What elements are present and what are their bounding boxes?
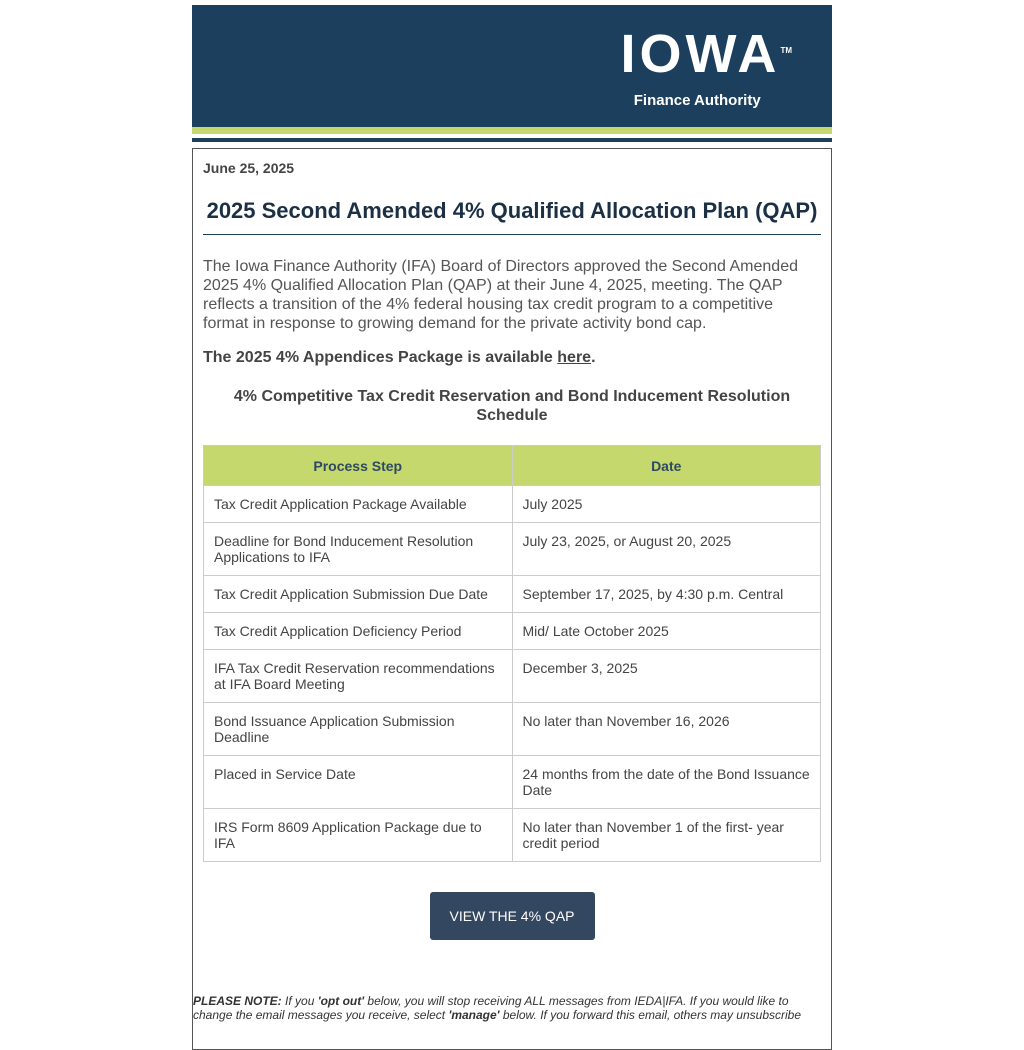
date: June 25, 2025 (203, 160, 295, 176)
process-step-cell: Bond Issuance Application Submission Deadline (204, 703, 513, 756)
table-row (204, 486, 821, 523)
logo-word: IOWA (620, 24, 781, 84)
page-title: 2025 Second Amended 4% Qualified Allocation Plan (QAP) (203, 198, 821, 235)
header-banner (192, 5, 832, 127)
process-step-cell: Tax Credit Application Submission Due Date (204, 576, 513, 613)
footer-note (193, 994, 823, 1022)
process-step-cell: IRS Form 8609 Application Package due to IFA (204, 809, 513, 862)
header-date: Date (512, 446, 821, 486)
date-cell: No later than November 16, 2026 (512, 703, 821, 756)
table-row (204, 650, 821, 703)
process-step-cell: Tax Credit Application Deficiency Period (204, 613, 513, 650)
process-step-cell: Tax Credit Application Package Available (204, 486, 513, 523)
note-manage: 'manage' (448, 1008, 500, 1022)
navy-stripe (192, 138, 832, 142)
logo-subtitle: Finance Authority (633, 92, 761, 109)
date-cell: No later than November 1 of the first- year credit period (512, 809, 821, 862)
view-qap-button[interactable]: VIEW THE 4% QAP (430, 892, 595, 940)
note-text: below, you will stop receiving ALL messages from IEDA|IFA. If you would like to change the email messages you receive, select (193, 994, 789, 1022)
table-row (204, 756, 821, 809)
date-cell: July 23, 2025, or August 20, 2025 (512, 523, 821, 576)
logo-tm: TM (780, 46, 792, 55)
process-step-cell: Placed in Service Date (204, 756, 513, 809)
appendices-text: The 2025 4% Appendices Package is available (203, 349, 558, 366)
date-cell: December 3, 2025 (512, 650, 821, 703)
appendices-end: . (591, 349, 596, 366)
intro-paragraph: The Iowa Finance Authority (IFA) Board of Directors approved the Second Amended 2025 4% Qualified Allocation Plan (QAP) at their June 4, 2025, meeting. The QAP reflects a transition of the 4% federal housing tax credit program to a competitive format in response to growing demand for the private activity bond cap. (203, 258, 798, 332)
iowa-finance-authority-logo (620, 23, 792, 109)
table-row (204, 703, 821, 756)
date-cell: Mid/ Late October 2025 (512, 613, 821, 650)
date-cell: September 17, 2025, by 4:30 p.m. Central (512, 576, 821, 613)
note-text: below. If you forward this email, others may unsubscribe (499, 1008, 802, 1022)
date-cell: 24 months from the date of the Bond Issuance Date (512, 756, 821, 809)
table-row (204, 809, 821, 862)
content-box (192, 148, 832, 1050)
schedule-table (203, 445, 821, 862)
green-stripe (192, 127, 832, 134)
date-cell: July 2025 (512, 486, 821, 523)
note-text: If you (281, 994, 318, 1008)
appendices-line (203, 349, 821, 367)
schedule-title: 4% Competitive Tax Credit Reservation and Bond Inducement Resolution Schedule (233, 388, 791, 424)
table-row (204, 523, 821, 576)
process-step-cell: IFA Tax Credit Reservation recommendations at IFA Board Meeting (204, 650, 513, 703)
table-row (204, 613, 821, 650)
note-opt-out: 'opt out' (317, 994, 365, 1008)
table-row (204, 576, 821, 613)
process-step-cell: Deadline for Bond Inducement Resolution Applications to IFA (204, 523, 513, 576)
header-process-step: Process Step (204, 446, 513, 486)
note-label: PLEASE NOTE: (193, 994, 282, 1008)
appendices-link[interactable]: here (557, 349, 592, 366)
